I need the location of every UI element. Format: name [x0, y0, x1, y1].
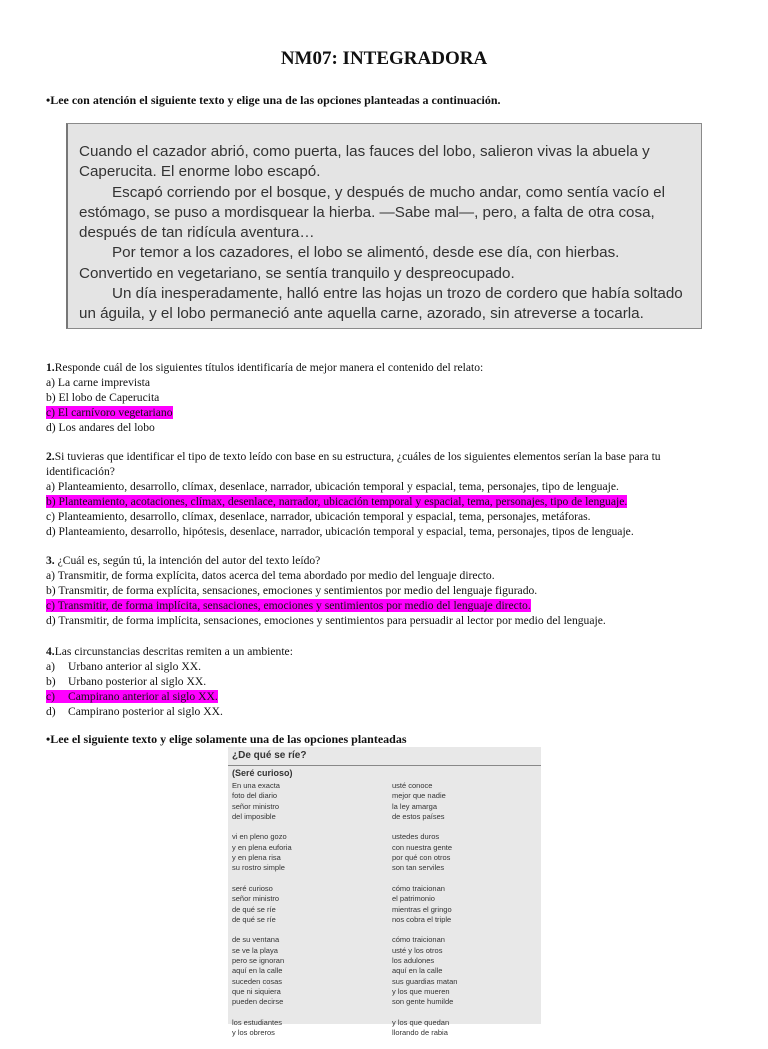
- passage-paragraph: Cuando el cazador abrió, como puerta, las fauces del lobo, salieron vivas la abuela y Caperucita. El enorme lobo escapó.: [79, 143, 650, 181]
- poem-line: mejor que nadie: [392, 791, 446, 801]
- poem-line: vi en pleno gozo: [232, 832, 287, 842]
- q1-option-d[interactable]: d) Los andares del lobo: [46, 421, 155, 434]
- poem-line: sus guardias matan: [392, 976, 458, 986]
- poem-stanza: [392, 935, 457, 1007]
- poem-line: seré curioso: [232, 883, 273, 893]
- poem-line: aquí en la calle: [392, 966, 443, 976]
- poem-line: de qué se ríe: [232, 914, 276, 924]
- passage-paragraph: Por temor a los cazadores, el lobo se alimentó, desde ese día, con hierbas. Convertido en vegetariano, se sentía tranquilo y despreocupado.: [79, 244, 620, 282]
- poem-line: se ve la playa: [232, 945, 278, 955]
- passage-paragraph: Escapó corriendo por el bosque, y después de mucho andar, como sentía vacío el estómago, se puso a mordisquear la hierba. —Sabe mal—, pero, a falta de otra cosa, después de tan ridícula aventura…: [79, 183, 665, 242]
- poem-stanza: [392, 781, 457, 822]
- poem-line: suceden cosas: [232, 976, 283, 986]
- poem-line: aquí en la calle: [232, 966, 283, 976]
- q2-option-c[interactable]: c) Planteamiento, desarrollo, clímax, desenlace, narrador, ubicación temporal y espacial, tema, personajes, metáforas.: [46, 510, 591, 523]
- poem-column-right: [392, 781, 457, 1049]
- question-3: [46, 553, 726, 628]
- q1-option-b[interactable]: b) El lobo de Caperucita: [46, 391, 160, 404]
- poem-column-left: [232, 781, 292, 1049]
- poem-line: y los que quedan: [392, 1017, 450, 1027]
- poem-line: son tan serviles: [392, 863, 445, 873]
- poem-line: llorando de rabia: [392, 1028, 448, 1038]
- poem-line: de su ventana: [232, 935, 280, 945]
- poem-stanza: [232, 832, 292, 873]
- question-4-stem: 4.Las circunstancias descritas remiten a un ambiente:: [46, 645, 293, 658]
- poem-line: pero se ignoran: [232, 956, 285, 966]
- poem-line: el patrimonio: [392, 894, 435, 904]
- poem-box: [228, 747, 541, 1038]
- poem-line: la ley amarga: [392, 801, 438, 811]
- q4-option-a[interactable]: a) Urbano anterior al siglo XX.: [46, 660, 201, 673]
- poem-stanza: [232, 781, 292, 822]
- poem-subtitle: (Seré curioso): [232, 768, 293, 778]
- q3-option-a[interactable]: a) Transmitir, de forma explícita, datos acerca del tema abordado por medio del lenguaje directo.: [46, 569, 495, 582]
- question-2: [46, 449, 726, 539]
- poem-line: usté conoce: [392, 781, 433, 790]
- passage-paragraph: Un día inesperadamente, halló entre las hojas un trozo de cordero que había soltado un águila, y el lobo permaneció ante aquella carne, azorado, sin atreverse a tocarla.: [79, 285, 683, 323]
- poem-line: los estudiantes: [232, 1017, 283, 1027]
- poem-line: nos cobra el triple: [392, 914, 452, 924]
- poem-line: ustedes duros: [392, 832, 440, 842]
- q2-option-a[interactable]: a) Planteamiento, desarrollo, clímax, desenlace, narrador, ubicación temporal y espacial, tema, personajes, tipo de lenguaje.: [46, 480, 619, 493]
- poem-line: y en plena risa: [232, 853, 281, 863]
- passage-box: [66, 123, 702, 329]
- q2-option-b-selected[interactable]: b) Planteamiento, acotaciones, clímax, desenlace, narrador, ubicación temporal y espacial, tema, personajes, tipo de lenguaje.: [46, 495, 628, 508]
- q3-option-b[interactable]: b) Transmitir, de forma explícita, sensaciones, emociones y sentimientos por medio del lenguaje figurado.: [46, 584, 538, 597]
- q1-option-a[interactable]: a) La carne imprevista: [46, 376, 150, 389]
- poem-title: ¿De qué se ríe?: [232, 750, 307, 761]
- poem-line: En una exacta: [232, 781, 280, 790]
- poem-stanza: [232, 884, 292, 925]
- poem-line: mientras el gringo: [392, 904, 452, 914]
- poem-line: de estos países: [392, 811, 445, 821]
- question-3-stem: 3. ¿Cuál es, según tú, la intención del autor del texto leído?: [46, 554, 321, 567]
- q2-option-d[interactable]: d) Planteamiento, desarrollo, hipótesis, desenlace, narrador, ubicación temporal y espacial, tema, personajes, tipos de lenguaje.: [46, 525, 634, 538]
- poem-line: pueden decirse: [232, 997, 284, 1007]
- poem-stanza: [392, 1018, 457, 1039]
- poem-line: señor ministro: [232, 801, 280, 811]
- q1-option-c-selected[interactable]: c) El carnívoro vegetariano: [46, 406, 173, 419]
- poem-stanza: [232, 1018, 292, 1039]
- poem-line: del imposible: [232, 811, 276, 821]
- instruction-poem: •Lee el siguiente texto y elige solamente una de las opciones planteadas: [46, 732, 407, 746]
- q3-option-d[interactable]: d) Transmitir, de forma implícita, sensaciones, emociones y sentimientos para persuadir al lector por medio del lenguaje.: [46, 614, 606, 627]
- poem-line: cómo traicionan: [392, 883, 445, 893]
- poem-line: que ni siquiera: [232, 986, 281, 996]
- poem-line: y en plena euforia: [232, 842, 292, 852]
- poem-divider: [228, 765, 541, 766]
- poem-stanza: [232, 935, 292, 1007]
- poem-line: usté y los otros: [392, 945, 443, 955]
- poem-stanza: [392, 832, 457, 873]
- poem-line: por qué con otros: [392, 853, 451, 863]
- poem-line: y los que mueren: [392, 986, 450, 996]
- poem-line: foto del diario: [232, 791, 278, 801]
- q4-option-b[interactable]: b) Urbano posterior al siglo XX.: [46, 675, 207, 688]
- question-2-stem: 2.Si tuvieras que identificar el tipo de texto leído con base en su estructura, ¿cuáles de los siguientes elementos serían la base para tu identificación?: [46, 450, 661, 478]
- poem-line: los adulones: [392, 956, 435, 966]
- poem-line: cómo traicionan: [392, 935, 445, 945]
- page-title: NM07: INTEGRADORA: [280, 48, 488, 69]
- question-1: [46, 360, 726, 435]
- poem-line: con nuestra gente: [392, 842, 453, 852]
- question-1-stem: 1.Responde cuál de los siguientes títulos identificaría de mejor manera el contenido del relato:: [46, 361, 484, 374]
- q4-option-d[interactable]: d) Campirano posterior al siglo XX.: [46, 705, 223, 718]
- poem-line: su rostro simple: [232, 863, 285, 873]
- question-4: [46, 644, 726, 719]
- poem-line: son gente humilde: [392, 997, 454, 1007]
- poem-line: y los obreros: [232, 1028, 275, 1038]
- q4-option-c-selected[interactable]: c) Campirano anterior al siglo XX.: [46, 690, 218, 703]
- instruction-reading: •Lee con atención el siguiente texto y elige una de las opciones planteadas a continuación.: [46, 93, 501, 107]
- poem-stanza: [392, 884, 457, 925]
- poem-line: de qué se ríe: [232, 904, 276, 914]
- poem-line: señor ministro: [232, 894, 280, 904]
- q3-option-c-selected[interactable]: c) Transmitir, de forma implícita, sensaciones, emociones y sentimientos por medio del lenguaje directo.: [46, 599, 531, 612]
